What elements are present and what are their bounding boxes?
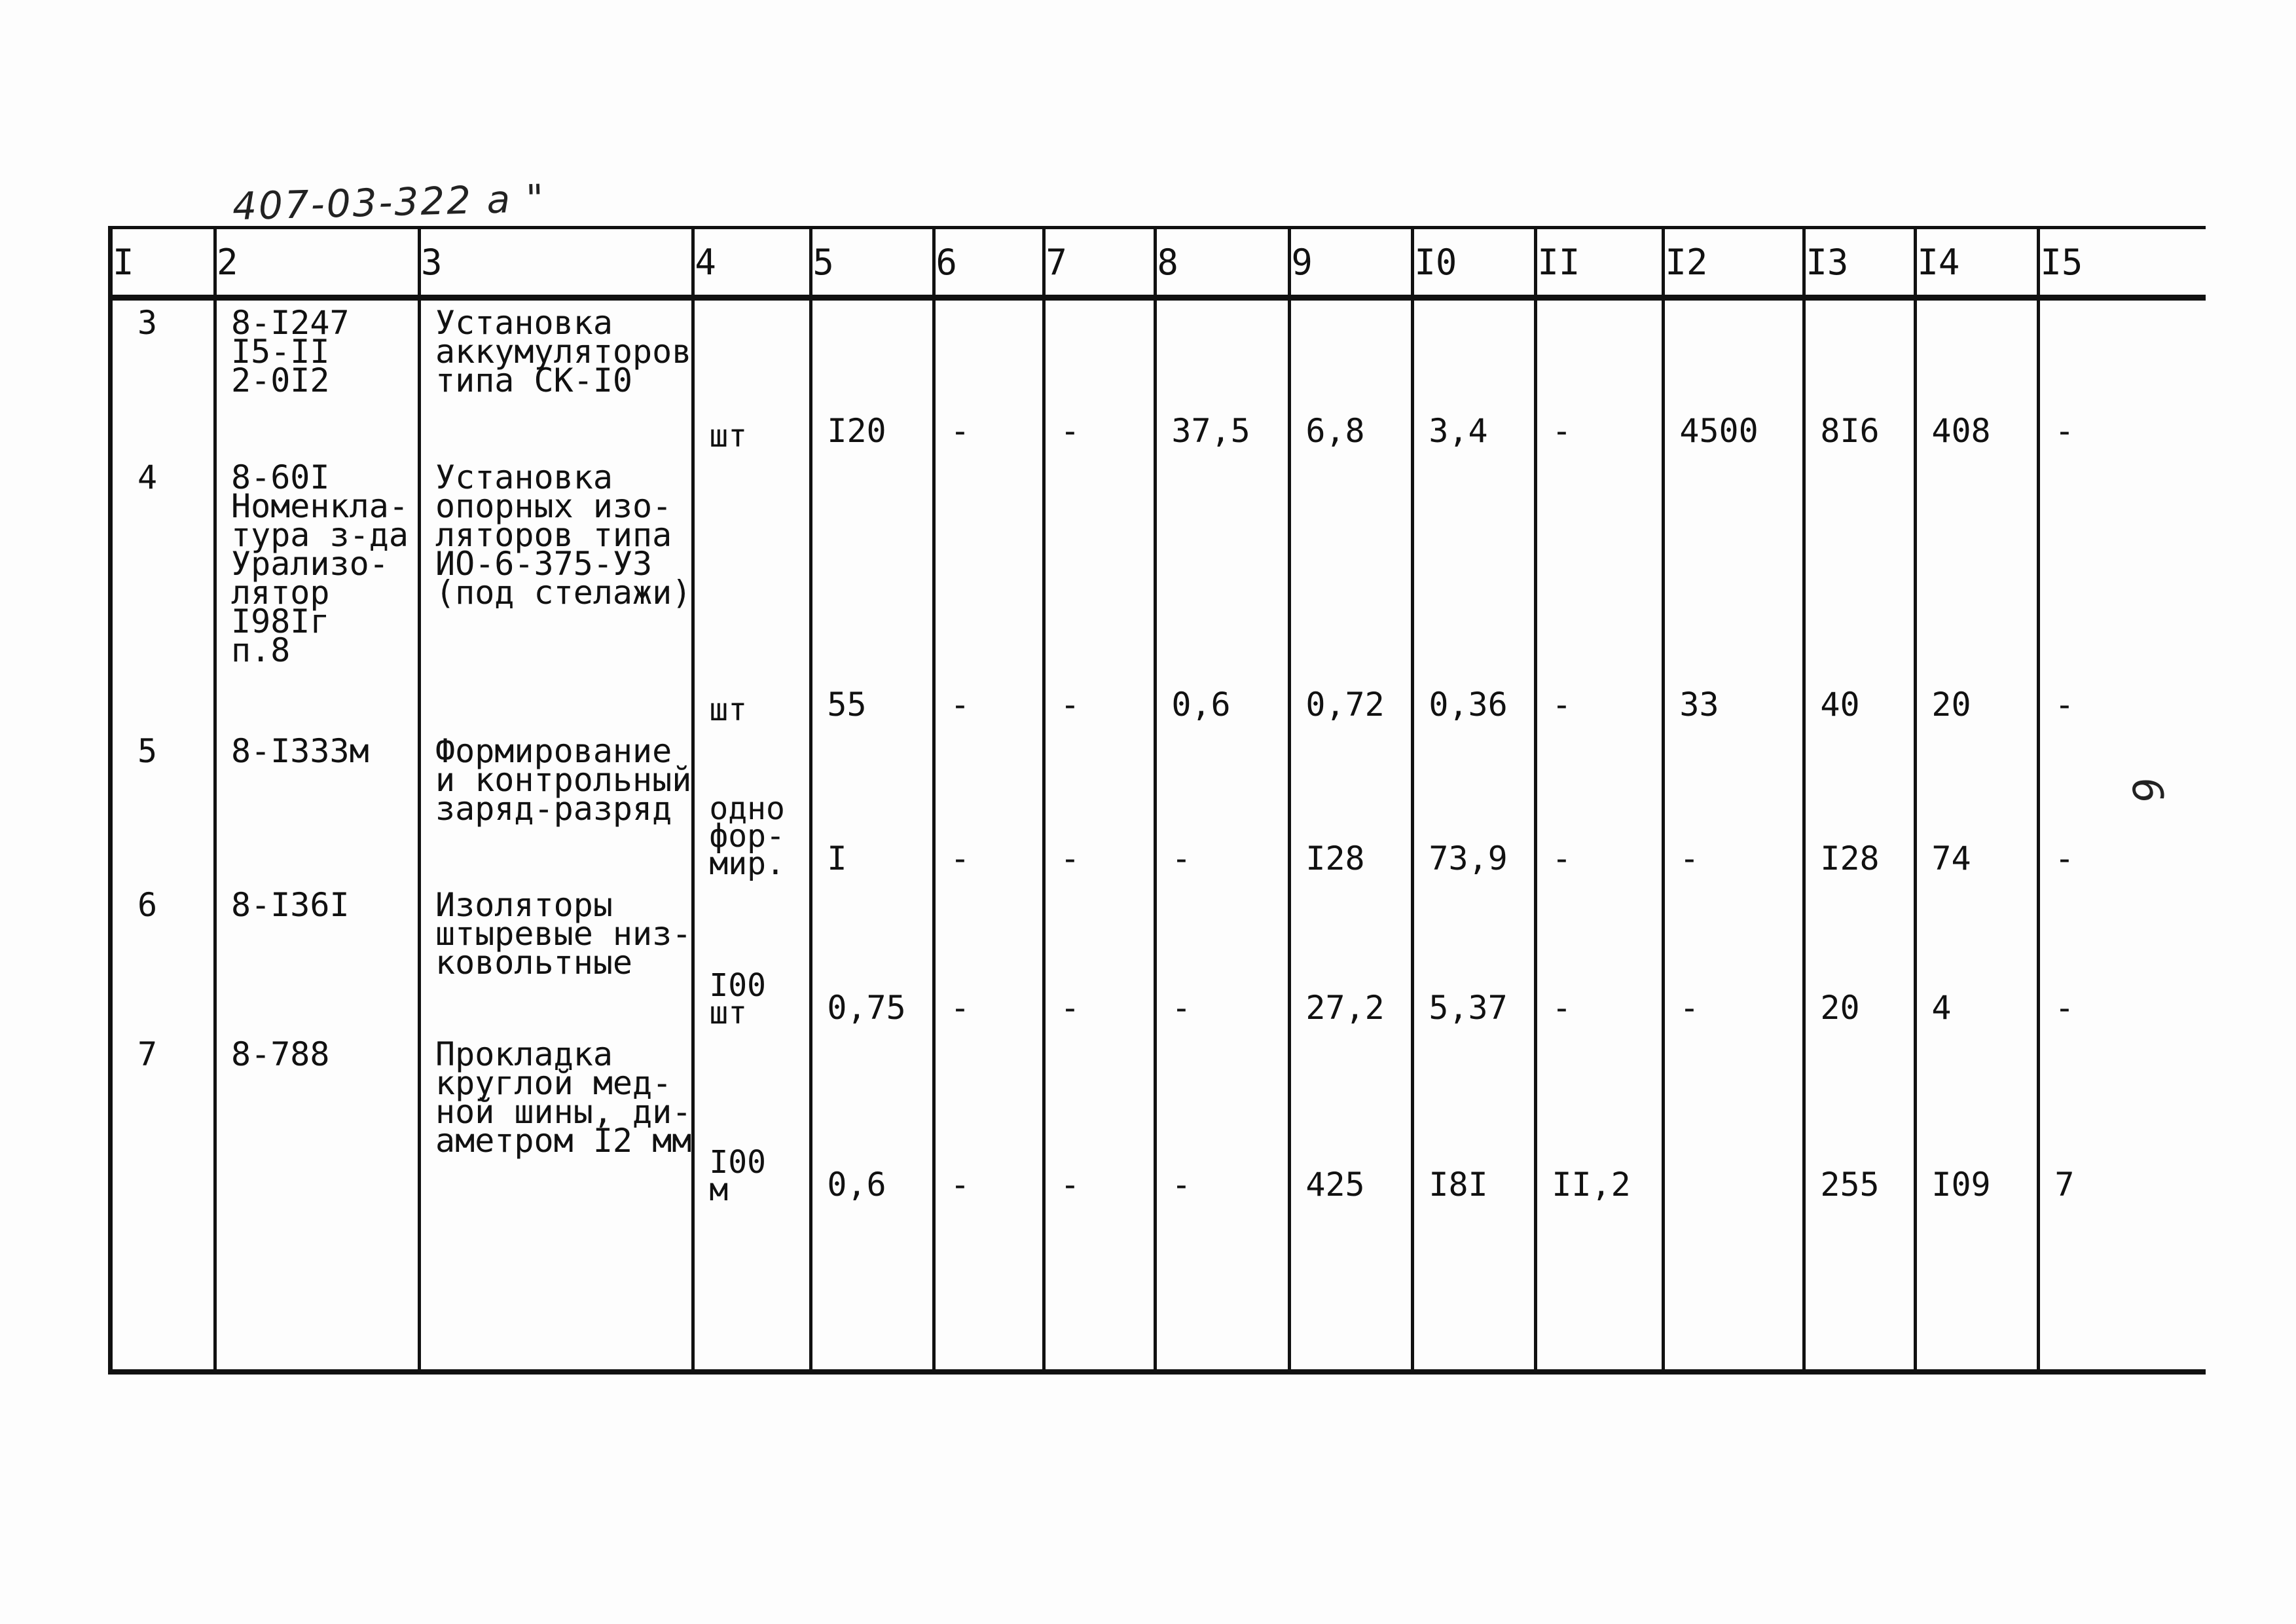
- value-cell: 8I6: [1804, 298, 1916, 455]
- cell-line: 2-0I2: [231, 361, 330, 399]
- cell-line: 8-I247: [231, 304, 350, 342]
- cell-line: шт: [709, 994, 748, 1031]
- value-cell: -: [934, 1032, 1044, 1209]
- cell-line: ляторов типа: [435, 515, 672, 554]
- value-cell: I09: [1916, 1032, 2039, 1209]
- empty-cell: [215, 1209, 420, 1372]
- column-header: II: [1536, 228, 1664, 298]
- cell-line: фор-: [709, 817, 785, 855]
- value-cell: -: [1044, 298, 1156, 455]
- cell-line: Номенкла-: [231, 487, 409, 525]
- column-header: 8: [1156, 228, 1290, 298]
- cell-line: 8-788: [231, 1035, 330, 1073]
- cell-line: 8-60I: [231, 458, 330, 496]
- cell-line: м: [709, 1171, 729, 1208]
- unit-cell: [693, 1032, 811, 1209]
- empty-cell: [811, 1209, 934, 1372]
- empty-cell: [1916, 1209, 2039, 1372]
- value-cell: 40: [1804, 455, 1916, 729]
- column-header: I5: [2039, 228, 2206, 298]
- table-row: [111, 729, 2206, 883]
- cell-line: ной шины, ди-: [435, 1092, 692, 1131]
- value-cell: I28: [1804, 729, 1916, 883]
- rate-code-cell: [215, 298, 420, 455]
- cell-line: аккумуляторов: [435, 333, 692, 371]
- value-cell: -: [1664, 883, 1804, 1032]
- cell-line: ковольтные: [435, 943, 633, 982]
- cell-line: Прокладка: [435, 1035, 613, 1073]
- unit-cell: [693, 298, 811, 455]
- value-cell: I20: [811, 298, 934, 455]
- value-cell: 0,75: [811, 883, 934, 1032]
- column-header: 5: [811, 228, 934, 298]
- cell-line: 8-I333м: [231, 731, 369, 770]
- column-header: 4: [693, 228, 811, 298]
- value-cell: 0,6: [811, 1032, 934, 1209]
- value-cell: 33: [1664, 455, 1804, 729]
- value-cell: -: [1156, 1032, 1290, 1209]
- work-name-cell: [420, 883, 693, 1032]
- value-cell: 7: [2039, 1032, 2206, 1209]
- row-number-cell: 3: [111, 298, 215, 455]
- value-cell: -: [2039, 883, 2206, 1032]
- work-name-cell: [420, 1032, 693, 1209]
- value-cell: 408: [1916, 298, 2039, 455]
- value-cell: I28: [1290, 729, 1413, 883]
- value-cell: -: [934, 883, 1044, 1032]
- value-cell: -: [1044, 455, 1156, 729]
- rate-code-cell: [215, 455, 420, 729]
- value-cell: 4: [1916, 883, 2039, 1032]
- cell-line: мир.: [709, 845, 785, 882]
- value-cell: 20: [1916, 455, 2039, 729]
- value-cell: -: [2039, 729, 2206, 883]
- table-row: [111, 883, 2206, 1032]
- cell-line: шт: [709, 691, 748, 728]
- table-row: [111, 298, 2206, 455]
- cell-line: одно: [709, 790, 785, 827]
- cell-line: I98Iг: [231, 602, 330, 640]
- empty-cell: [1804, 1209, 1916, 1372]
- page-number: 6: [2121, 773, 2174, 807]
- row-number-cell: 5: [111, 729, 215, 883]
- value-cell: -: [1044, 1032, 1156, 1209]
- value-cell: -: [1536, 298, 1664, 455]
- rate-code-cell: [215, 729, 420, 883]
- value-cell: 4500: [1664, 298, 1804, 455]
- cell-line: заряд-разряд: [435, 789, 672, 828]
- empty-cell: [934, 1209, 1044, 1372]
- value-cell: -: [1044, 729, 1156, 883]
- rate-code-cell: [215, 883, 420, 1032]
- document-code: 407-03-322 а ": [232, 175, 546, 229]
- cell-line: штыревые низ-: [435, 914, 692, 953]
- empty-cell: [1536, 1209, 1664, 1372]
- value-cell: -: [1536, 729, 1664, 883]
- work-name-cell: [420, 298, 693, 455]
- value-cell: -: [1156, 729, 1290, 883]
- value-cell: [1664, 1032, 1804, 1209]
- column-header: I4: [1916, 228, 2039, 298]
- cell-line: (под стелажи): [435, 573, 692, 612]
- cell-line: Установка: [435, 458, 613, 496]
- value-cell: -: [2039, 455, 2206, 729]
- empty-cell: [1290, 1209, 1413, 1372]
- cell-line: Установка: [435, 304, 613, 342]
- value-cell: -: [1536, 455, 1664, 729]
- unit-cell: [693, 729, 811, 883]
- table-row: [111, 455, 2206, 729]
- column-number-row: [111, 228, 2206, 298]
- empty-cell: [693, 1209, 811, 1372]
- cell-line: тура з-да: [231, 515, 409, 554]
- value-cell: 0,72: [1290, 455, 1413, 729]
- column-header: I2: [1664, 228, 1804, 298]
- table-row: [111, 1032, 2206, 1209]
- column-header: I: [111, 228, 215, 298]
- value-cell: -: [2039, 298, 2206, 455]
- column-header: I3: [1804, 228, 1916, 298]
- cell-line: Урализо-: [231, 544, 389, 583]
- empty-filler-row: [111, 1209, 2206, 1372]
- value-cell: 425: [1290, 1032, 1413, 1209]
- value-cell: 6,8: [1290, 298, 1413, 455]
- cell-line: I00: [709, 967, 767, 1004]
- row-number-cell: 6: [111, 883, 215, 1032]
- value-cell: 255: [1804, 1032, 1916, 1209]
- column-header: 9: [1290, 228, 1413, 298]
- cell-line: опорных изо-: [435, 487, 672, 525]
- cell-line: шт: [709, 417, 748, 454]
- cell-line: Изоляторы: [435, 885, 613, 924]
- column-header: 3: [420, 228, 693, 298]
- value-cell: -: [934, 729, 1044, 883]
- column-header: 2: [215, 228, 420, 298]
- unit-cell: [693, 883, 811, 1032]
- column-header: I0: [1413, 228, 1536, 298]
- column-header: 6: [934, 228, 1044, 298]
- value-cell: 73,9: [1413, 729, 1536, 883]
- value-cell: -: [1044, 883, 1156, 1032]
- empty-cell: [1044, 1209, 1156, 1372]
- empty-cell: [1664, 1209, 1804, 1372]
- value-cell: 55: [811, 455, 934, 729]
- cell-line: ИО-6-375-УЗ: [435, 544, 653, 583]
- rate-code-cell: [215, 1032, 420, 1209]
- value-cell: -: [1664, 729, 1804, 883]
- value-cell: I8I: [1413, 1032, 1536, 1209]
- value-cell: -: [1156, 883, 1290, 1032]
- cell-line: I00: [709, 1143, 767, 1181]
- row-number-cell: 7: [111, 1032, 215, 1209]
- value-cell: 37,5: [1156, 298, 1290, 455]
- empty-cell: [420, 1209, 693, 1372]
- value-cell: -: [934, 298, 1044, 455]
- cell-line: круглой мед-: [435, 1063, 672, 1102]
- value-cell: 20: [1804, 883, 1916, 1032]
- cell-line: п.8: [231, 631, 291, 669]
- value-cell: 0,36: [1413, 455, 1536, 729]
- estimate-table: [108, 226, 2206, 1375]
- empty-cell: [2039, 1209, 2206, 1372]
- cell-line: и контрольный: [435, 760, 692, 799]
- cell-line: Формирование: [435, 731, 672, 770]
- value-cell: -: [1536, 883, 1664, 1032]
- value-cell: I: [811, 729, 934, 883]
- row-number-cell: 4: [111, 455, 215, 729]
- empty-cell: [1156, 1209, 1290, 1372]
- cell-line: лятор: [231, 573, 330, 612]
- value-cell: II,2: [1536, 1032, 1664, 1209]
- value-cell: 74: [1916, 729, 2039, 883]
- cell-line: типа СК-I0: [435, 361, 633, 399]
- value-cell: 0,6: [1156, 455, 1290, 729]
- value-cell: 3,4: [1413, 298, 1536, 455]
- unit-cell: [693, 455, 811, 729]
- column-header: 7: [1044, 228, 1156, 298]
- work-name-cell: [420, 455, 693, 729]
- value-cell: 5,37: [1413, 883, 1536, 1032]
- cell-line: I5-II: [231, 333, 330, 371]
- work-name-cell: [420, 729, 693, 883]
- value-cell: -: [934, 455, 1044, 729]
- cell-line: аметром I2 мм: [435, 1121, 692, 1160]
- empty-cell: [111, 1209, 215, 1372]
- value-cell: 27,2: [1290, 883, 1413, 1032]
- empty-cell: [1413, 1209, 1536, 1372]
- cell-line: 8-I36I: [231, 885, 350, 924]
